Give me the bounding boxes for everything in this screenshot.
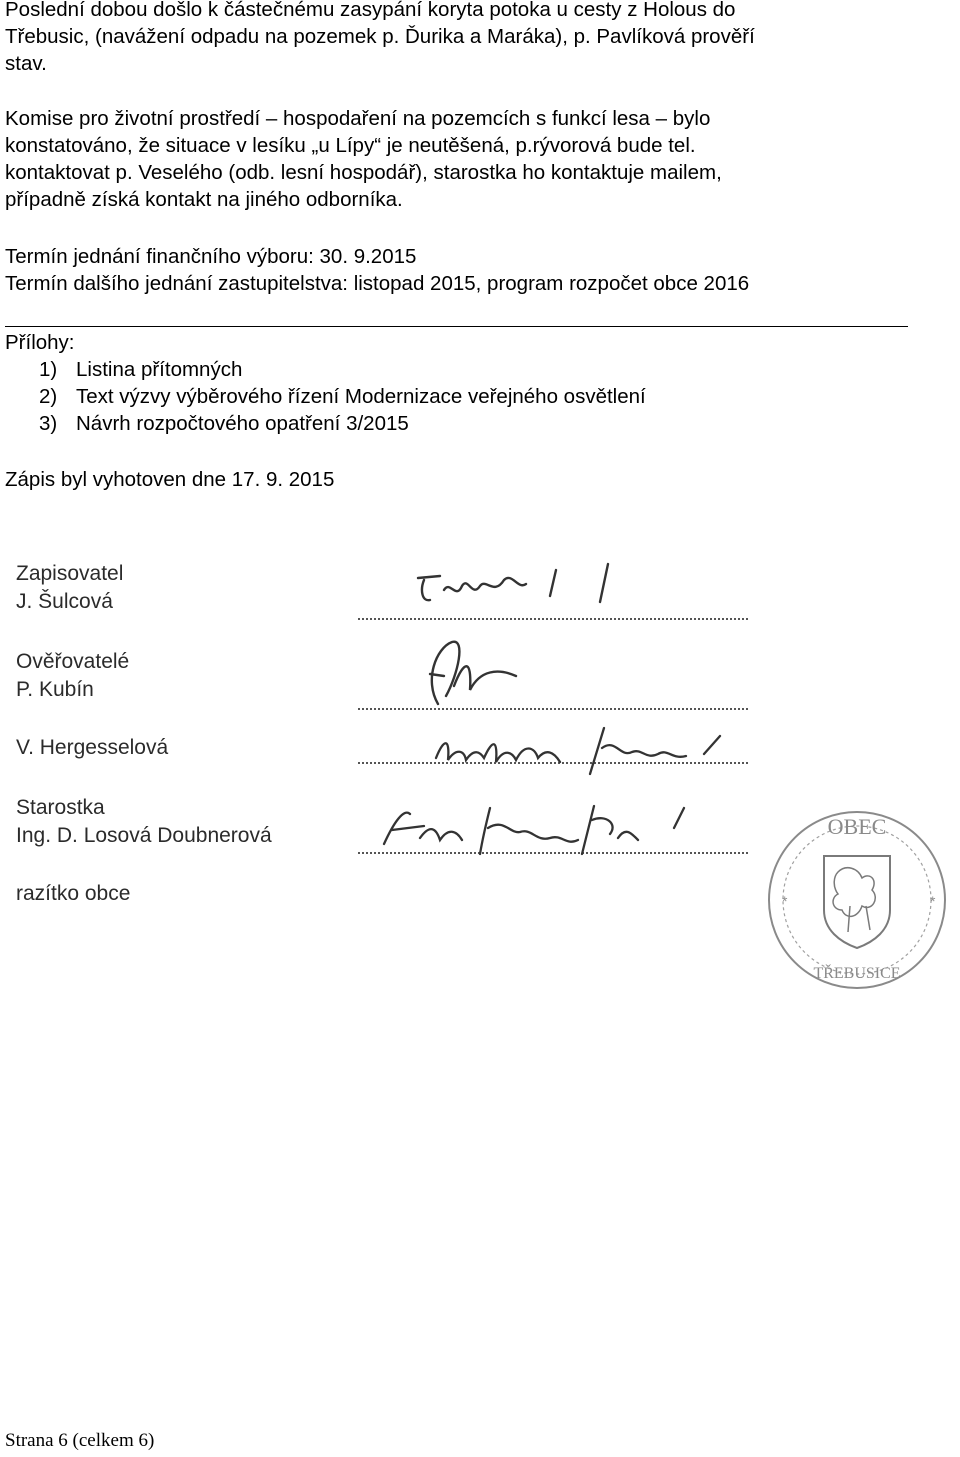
stamp-label: razítko obce — [16, 882, 131, 905]
signature-line — [358, 618, 748, 620]
signature-block — [0, 540, 960, 1010]
page-footer: Strana 6 (celkem 6) — [5, 1430, 155, 1451]
issued-date: Zápis byl vyhotoven dne 17. 9. 2015 — [5, 468, 335, 491]
item-number: 1) — [39, 358, 58, 381]
text-line: kontaktovat p. Veselého (odb. lesní hospodář), starostka ho kontaktuje mailem, — [5, 161, 722, 184]
text-line: stav. — [5, 52, 47, 75]
list-item — [39, 356, 646, 383]
signature-verifier1 — [410, 630, 530, 720]
item-text: Listina přítomných — [76, 358, 243, 381]
recorder-name: J. Šulcová — [16, 590, 113, 613]
text-line: Termín dalšího jednání zastupitelstva: listopad 2015, program rozpočet obce 2016 — [5, 272, 750, 295]
signature-recorder — [400, 550, 630, 610]
verifier1-name: P. Kubín — [16, 678, 94, 701]
attachments-section — [5, 329, 646, 437]
signature-mayor — [370, 798, 700, 862]
stamp-text-top: OBEC — [827, 814, 887, 839]
item-text: Text výzvy výběrového řízení Modernizace veřejného osvětlení — [76, 385, 646, 408]
mayor-name: Ing. D. Losová Doubnerová — [16, 824, 272, 847]
text-line: Komise pro životní prostředí – hospodaření na pozemcích s funkcí lesa – bylo — [5, 107, 711, 130]
recorder-role: Zapisovatel — [16, 562, 124, 585]
text-line: Třebusic, (navážení odpadu na pozemek p. Ďurika a Maráka), p. Pavlíková prověří — [5, 25, 755, 48]
attachments-heading: Přílohy: — [5, 331, 75, 354]
list-item — [39, 410, 646, 437]
text-line: konstatováno, že situace v lesíku „u Lípy“ je neutěšená, p.rývorová bude tel. — [5, 134, 696, 157]
paragraph-stream-fill — [5, 0, 755, 77]
item-number: 3) — [39, 412, 58, 435]
svg-text:*: * — [782, 893, 788, 909]
municipal-stamp — [762, 802, 952, 1002]
item-text: Návrh rozpočtového opatření 3/2015 — [76, 412, 409, 435]
text-line: Termín jednání finančního výboru: 30. 9.2015 — [5, 245, 417, 268]
mayor-role: Starostka — [16, 796, 105, 819]
attachments-list — [5, 356, 646, 437]
horizontal-divider — [5, 326, 908, 327]
stamp-text-bottom: TŘEBUSICE — [813, 965, 901, 982]
signature-verifier2 — [420, 718, 750, 778]
text-line: případně získá kontakt na jiného odborníka. — [5, 188, 403, 211]
svg-text:*: * — [930, 893, 936, 909]
list-item — [39, 383, 646, 410]
item-number: 2) — [39, 385, 58, 408]
paragraph-environment-committee — [5, 105, 722, 213]
verifier2-name: V. Hergesselová — [16, 736, 169, 759]
paragraph-meeting-dates — [5, 243, 749, 297]
text-line: Poslední dobou došlo k částečnému zasypání koryta potoka u cesty z Holous do — [5, 0, 736, 21]
verifiers-role: Ověřovatelé — [16, 650, 130, 673]
